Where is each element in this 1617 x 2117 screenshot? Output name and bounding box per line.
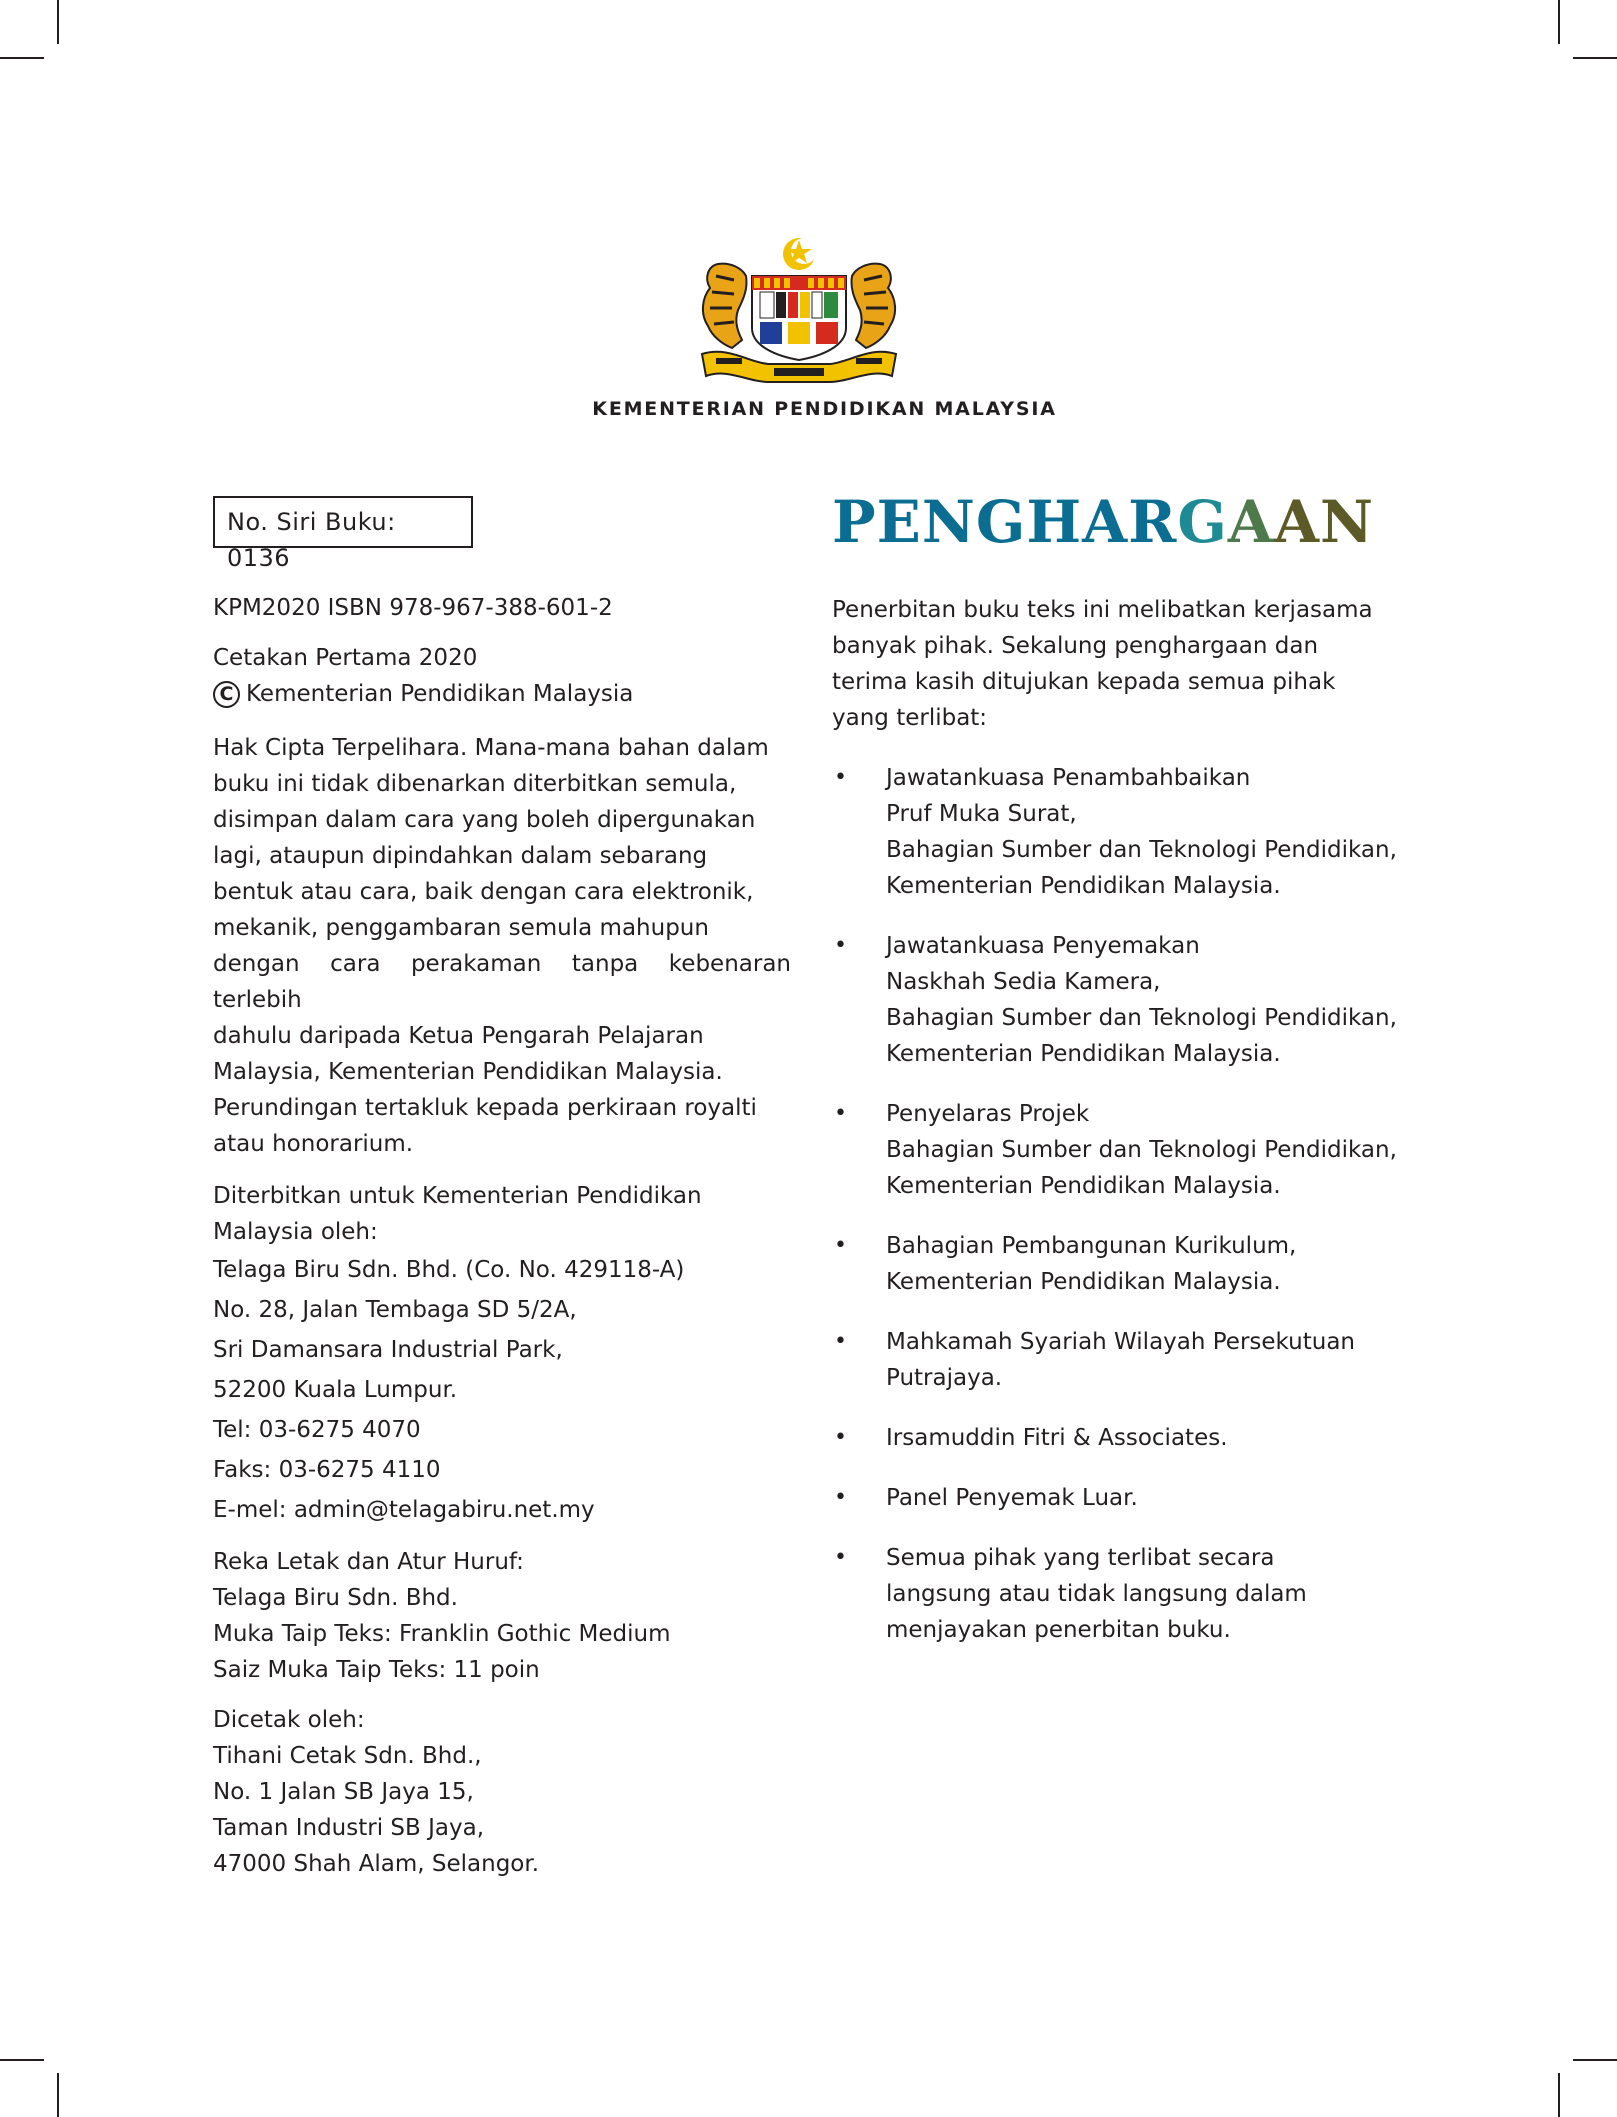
list-item: [832, 1420, 1412, 1456]
publisher-address: [213, 1250, 791, 1530]
crop-mark: [1558, 0, 1560, 44]
rights-line: Hak Cipta Terpelihara. Mana-mana bahan dalam: [213, 735, 769, 761]
list-item: [832, 760, 1412, 904]
address-line: Faks: 03-6275 4110: [213, 1457, 441, 1483]
list-item: [832, 928, 1412, 1072]
publisher-line: Diterbitkan untuk Kementerian Pendidikan: [213, 1183, 702, 1209]
list-item-line: Semua pihak yang terlibat secara: [886, 1545, 1275, 1571]
title-part: AN: [1273, 488, 1374, 556]
publisher-intro: [213, 1178, 791, 1250]
rights-line: bentuk atau cara, baik dengan cara elektronik,: [213, 879, 754, 905]
list-item-line: Mahkamah Syariah Wilayah Persekutuan: [886, 1329, 1355, 1355]
list-item-line: Naskhah Sedia Kamera,: [886, 969, 1161, 995]
rights-line: lagi, ataupun dipindahkan dalam sebarang: [213, 843, 708, 869]
address-line: No. 28, Jalan Tembaga SD 5/2A,: [213, 1297, 577, 1323]
layout-line: Saiz Muka Taip Teks: 11 poin: [213, 1657, 540, 1683]
acknowledgement-column: [832, 488, 1412, 1672]
list-item-line: Penyelaras Projek: [886, 1101, 1090, 1127]
list-item-line: Bahagian Sumber dan Teknologi Pendidikan,: [886, 837, 1397, 863]
layout-line: Reka Letak dan Atur Huruf:: [213, 1549, 524, 1575]
list-item-line: Pruf Muka Surat,: [886, 801, 1077, 827]
intro-line: banyak pihak. Sekalung penghargaan dan: [832, 633, 1319, 659]
address-line: 52200 Kuala Lumpur.: [213, 1377, 458, 1403]
acknowledgement-list: [832, 760, 1412, 1648]
publisher-line: Malaysia oleh:: [213, 1219, 378, 1245]
address-line: E-mel: admin@telagabiru.net.my: [213, 1497, 595, 1523]
printer-line: Tihani Cetak Sdn. Bhd.,: [213, 1743, 482, 1769]
list-item: [832, 1228, 1412, 1300]
list-item-line: Kementerian Pendidikan Malaysia.: [886, 1173, 1281, 1199]
list-item-line: Irsamuddin Fitri & Associates.: [886, 1425, 1228, 1451]
intro-line: Penerbitan buku teks ini melibatkan kerjasama: [832, 597, 1373, 623]
layout-line: Telaga Biru Sdn. Bhd.: [213, 1585, 458, 1611]
list-item-line: Putrajaya.: [886, 1365, 1003, 1391]
list-item-line: Bahagian Pembangunan Kurikulum,: [886, 1233, 1297, 1259]
list-item: [832, 1096, 1412, 1204]
bullet-icon: •: [834, 1329, 847, 1354]
list-item-line: Kementerian Pendidikan Malaysia.: [886, 1269, 1281, 1295]
rights-statement: [213, 730, 791, 1162]
crop-mark: [0, 57, 44, 59]
title-part: PENGHAR: [832, 488, 1178, 556]
rights-line: Malaysia, Kementerian Pendidikan Malaysia.: [213, 1059, 723, 1085]
intro-line: yang terlibat:: [832, 705, 988, 731]
rights-line: dengan cara perakaman tanpa kebenaran terlebih: [213, 951, 791, 1013]
list-item-line: Panel Penyemak Luar.: [886, 1485, 1138, 1511]
printer-line: Dicetak oleh:: [213, 1707, 365, 1733]
book-serial-number: No. Siri Buku: 0136: [213, 496, 473, 548]
list-item-line: Jawatankuasa Penambahbaikan: [886, 765, 1251, 791]
crop-mark: [0, 2059, 44, 2061]
address-line: Telaga Biru Sdn. Bhd. (Co. No. 429118-A): [213, 1257, 685, 1283]
layout-line: Muka Taip Teks: Franklin Gothic Medium: [213, 1621, 671, 1647]
list-item: [832, 1540, 1412, 1648]
crop-mark: [1573, 57, 1617, 59]
copyright-holder: Kementerian Pendidikan Malaysia: [246, 681, 634, 707]
bullet-icon: •: [834, 1101, 847, 1126]
list-item-line: langsung atau tidak langsung dalam: [886, 1581, 1307, 1607]
title-part: G: [1177, 488, 1228, 556]
intro-paragraph: [832, 592, 1412, 736]
address-line: Tel: 03-6275 4070: [213, 1417, 421, 1443]
page-title: [832, 488, 1412, 556]
bullet-icon: •: [834, 1545, 847, 1570]
bullet-icon: •: [834, 1425, 847, 1450]
printer-line: No. 1 Jalan SB Jaya 15,: [213, 1779, 474, 1805]
list-item-line: Bahagian Sumber dan Teknologi Pendidikan,: [886, 1137, 1397, 1163]
list-item: [832, 1480, 1412, 1516]
intro-line: terima kasih ditujukan kepada semua pihak: [832, 669, 1336, 695]
list-item-line: Kementerian Pendidikan Malaysia.: [886, 1041, 1281, 1067]
bullet-icon: •: [834, 933, 847, 958]
rights-line: dahulu daripada Ketua Pengarah Pelajaran: [213, 1023, 704, 1049]
imprint-column: [213, 496, 791, 1882]
list-item-line: Bahagian Sumber dan Teknologi Pendidikan,: [886, 1005, 1397, 1031]
copyright-line: [213, 676, 791, 712]
crop-mark: [1573, 2059, 1617, 2061]
rights-line: Perundingan tertakluk kepada perkiraan royalti: [213, 1095, 757, 1121]
printer-line: 47000 Shah Alam, Selangor.: [213, 1851, 540, 1877]
bullet-icon: •: [834, 1485, 847, 1510]
list-item: [832, 1324, 1412, 1396]
bullet-icon: •: [834, 1233, 847, 1258]
coat-of-arms-icon: [688, 236, 910, 386]
title-part: A: [1227, 488, 1274, 556]
isbn: KPM2020 ISBN 978-967-388-601-2: [213, 595, 613, 621]
address-line: Sri Damansara Industrial Park,: [213, 1337, 563, 1363]
layout-credits: [213, 1544, 791, 1688]
crop-mark: [57, 0, 59, 44]
rights-line: mekanik, penggambaran semula mahupun: [213, 915, 709, 941]
crop-mark: [1558, 2073, 1560, 2117]
ministry-name: KEMENTERIAN PENDIDIKAN MALAYSIA: [592, 398, 1057, 420]
edition: Cetakan Pertama 2020: [213, 645, 478, 671]
list-item-line: menjayakan penerbitan buku.: [886, 1617, 1231, 1643]
copyright-icon: C: [213, 681, 240, 708]
printer-line: Taman Industri SB Jaya,: [213, 1815, 485, 1841]
rights-line: buku ini tidak dibenarkan diterbitkan semula,: [213, 771, 737, 797]
list-item-line: Jawatankuasa Penyemakan: [886, 933, 1200, 959]
printer-credits: [213, 1702, 791, 1882]
list-item-line: Kementerian Pendidikan Malaysia.: [886, 873, 1281, 899]
rights-line: atau honorarium.: [213, 1131, 414, 1157]
crop-mark: [57, 2073, 59, 2117]
bullet-icon: •: [834, 765, 847, 790]
rights-line: disimpan dalam cara yang boleh dipergunakan: [213, 807, 756, 833]
